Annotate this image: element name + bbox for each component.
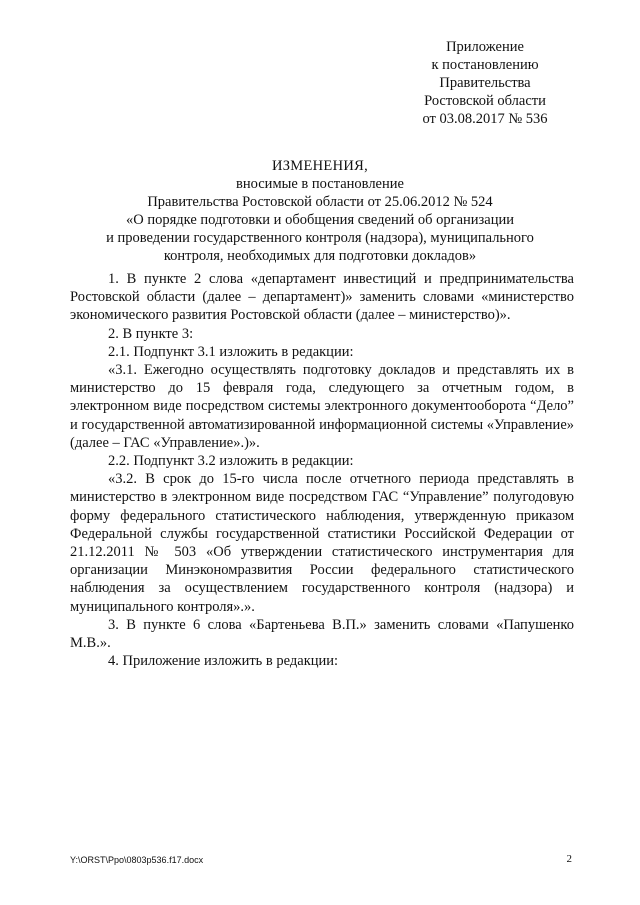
paragraph: 2. В пункте 3: <box>108 325 194 342</box>
paragraph: 4. Приложение изложить в редакции: <box>108 653 339 670</box>
title-line: вносимые в постановление <box>236 176 404 192</box>
footer-file-path: Y:\ORST\Ppo\0803p536.f17.docx <box>70 855 204 865</box>
paragraph: 3. В пункте 6 слова «Бартеньева В.П.» заменить словами «Папушенко М.В.». <box>70 616 574 652</box>
appendix-header <box>400 38 570 128</box>
paragraph: 2.2. Подпункт 3.2 изложить в редакции: <box>108 453 354 470</box>
title-line: и проведении государственного контроля (надзора), муниципального <box>106 230 534 246</box>
appendix-line: Правительства <box>439 75 531 91</box>
title-line: Правительства Ростовской области от 25.06.2012 № 524 <box>147 194 493 210</box>
appendix-line: Ростовской области <box>424 93 546 109</box>
document-body <box>70 270 574 670</box>
document-title <box>70 157 570 265</box>
paragraph: 2.1. Подпункт 3.1 изложить в редакции: <box>108 343 354 360</box>
title-line: контроля, необходимых для подготовки докладов» <box>163 248 477 264</box>
appendix-line: Приложение <box>446 39 524 55</box>
title-line: «О порядке подготовки и обобщения сведений об организации <box>126 212 514 228</box>
title-heading: ИЗМЕНЕНИЯ, <box>271 158 369 174</box>
paragraph: «3.1. Ежегодно осуществлять подготовку докладов и представлять их в министерство до 15 февраля года, следующего за отчетным годом, в электронном виде посредством системы электронного документооборота “Дело” и государственной автоматизированной информационной системы «Управление» (далее – ГАС «Управление».)». <box>70 362 574 451</box>
paragraph: 1. В пункте 2 слова «департамент инвестиций и предпринимательства Ростовской области (далее – департамент)» заменить словами «министерство экономического развития Ростовской области (далее – министерство)». <box>70 271 574 324</box>
paragraph: «3.2. В срок до 15-го числа после отчетного периода представлять в министерство в электронном виде посредством ГАС “Управление” полугодовую форму федерального статистического наблюдения, утвержденную приказом Федеральной службы государственной статистики Российской Федерации от 21.12.2011 № 503 «Об утверждении статистического инструментария для организации Минэкономразвития России федерального статистического наблюдения за осуществлением государственного контроля (надзора) и муниципального контроля».». <box>70 471 574 615</box>
page-number: 2 <box>566 853 572 865</box>
appendix-line: к постановлению <box>431 57 539 73</box>
appendix-line: от 03.08.2017 № 536 <box>422 111 548 127</box>
